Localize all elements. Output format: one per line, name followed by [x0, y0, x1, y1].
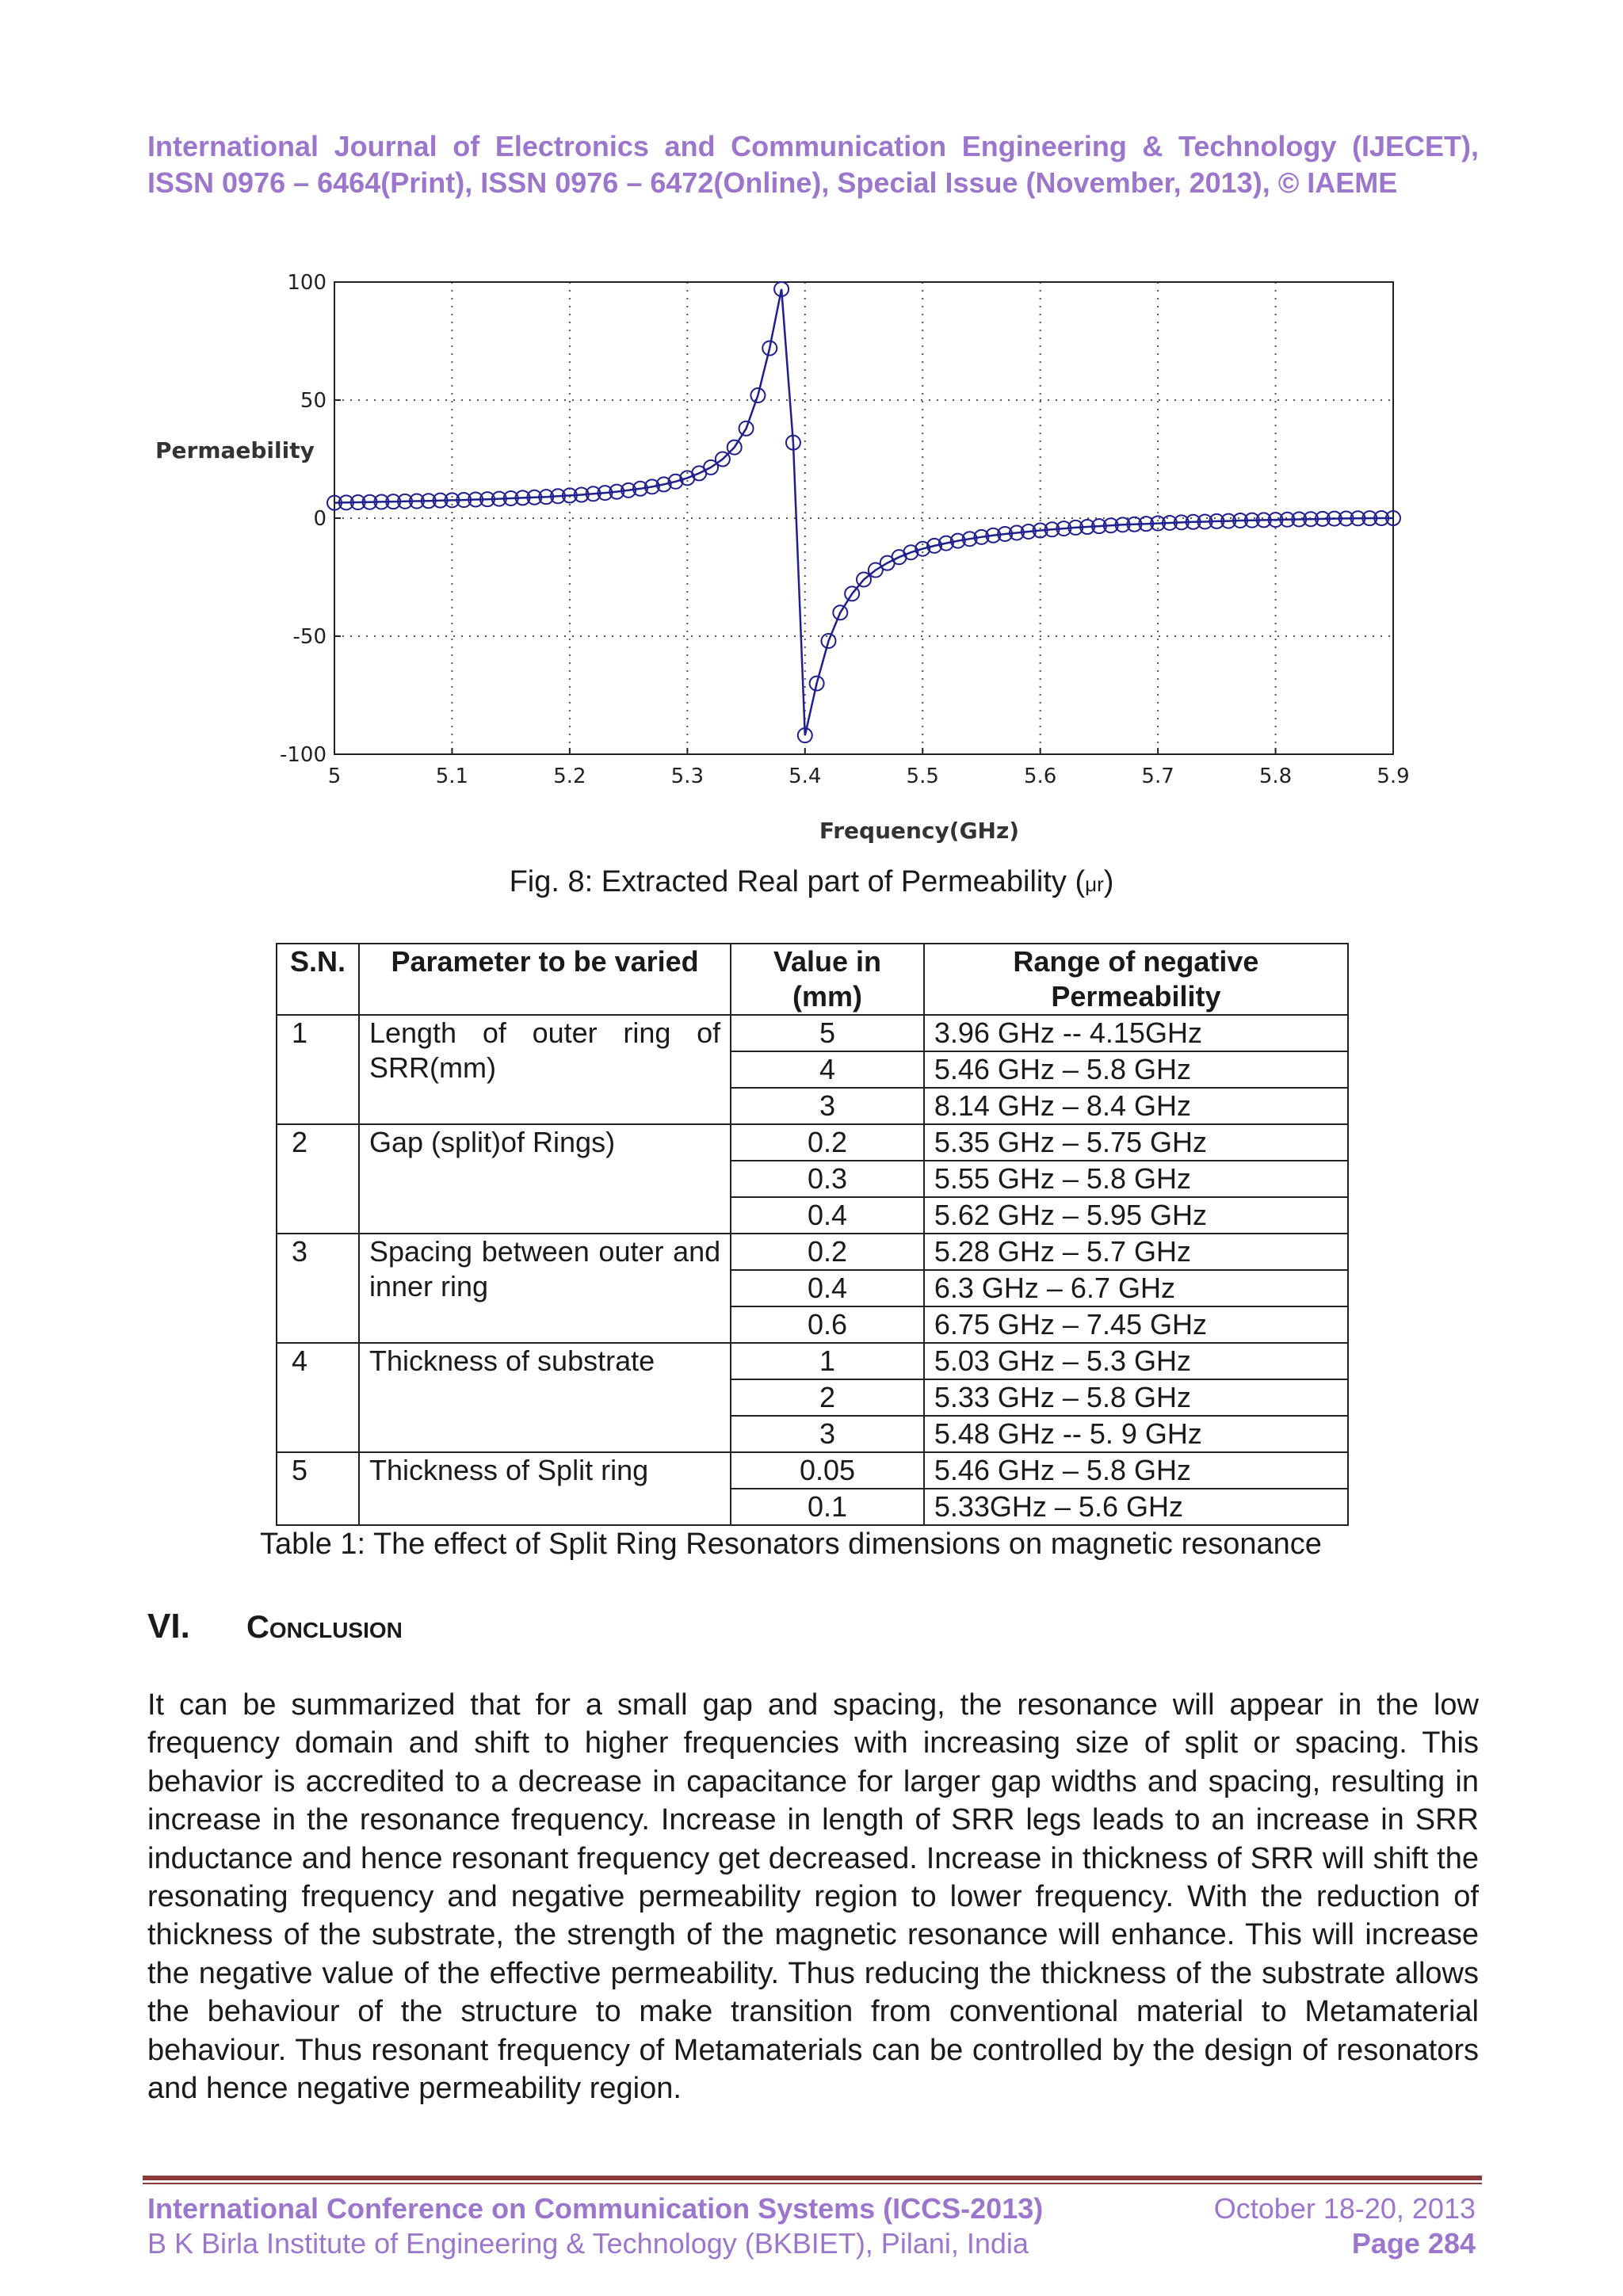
y-tick-label: 100: [287, 271, 327, 295]
table-cell-value: 0.3: [731, 1161, 924, 1197]
table-header-parameter: Parameter to be varied: [359, 944, 731, 1015]
section-title: Conclusion: [246, 1610, 403, 1645]
footer-institute: B K Birla Institute of Engineering & Technology (BKBIET), Pilani, India: [147, 2227, 1029, 2260]
footer-conference: International Conference on Communication Systems (ICCS-2013): [147, 2192, 1044, 2225]
figure-caption-mu: μr: [1085, 872, 1104, 896]
table-cell-range: 3.96 GHz -- 4.15GHz: [924, 1015, 1348, 1051]
table-cell-value: 0.4: [731, 1270, 924, 1306]
permeability-chart-svg: [143, 261, 1426, 864]
y-tick-label: 0: [313, 507, 327, 531]
section-heading: [147, 1607, 403, 1646]
footer-date: October 18-20, 2013: [1213, 2192, 1476, 2225]
table-cell-value: 3: [731, 1088, 924, 1124]
table-cell-value: 0.1: [731, 1489, 924, 1525]
x-tick-label: 5.5: [906, 765, 939, 788]
figure-caption-close: ): [1103, 865, 1114, 898]
table-cell-range: 5.33 GHz – 5.8 GHz: [924, 1379, 1348, 1416]
table-cell-sn: 1: [277, 1015, 359, 1124]
table-cell-value: 0.4: [731, 1197, 924, 1234]
footer-rule-thick: [143, 2176, 1482, 2180]
x-axis-label: Frequency(GHz): [819, 818, 1020, 844]
table-header-row: [277, 944, 1348, 1015]
table-cell-range: 5.46 GHz – 5.8 GHz: [924, 1051, 1348, 1088]
table-cell-sn: 4: [277, 1343, 359, 1452]
table-cell-value: 2: [731, 1379, 924, 1416]
table-cell-range: 5.55 GHz – 5.8 GHz: [924, 1161, 1348, 1197]
parameter-table: [276, 943, 1349, 1526]
x-tick-label: 5.7: [1141, 765, 1174, 788]
table-cell-range: 6.3 GHz – 6.7 GHz: [924, 1270, 1348, 1306]
x-tick-label: 5.2: [553, 765, 586, 788]
table-cell-sn: 5: [277, 1452, 359, 1525]
figure-caption-text: Fig. 8: Extracted Real part of Permeability (: [509, 865, 1086, 898]
table-header-sn: S.N.: [277, 944, 359, 1015]
table-cell-value: 5: [731, 1015, 924, 1051]
y-axis-label: Permaebility: [155, 437, 315, 463]
footer-rule-thin: [143, 2183, 1482, 2184]
table-cell-value: 0.05: [731, 1452, 924, 1489]
table-row: [277, 1234, 1348, 1270]
table-row: [277, 1124, 1348, 1161]
x-tick-label: 5.9: [1377, 765, 1410, 788]
table-cell-value: 4: [731, 1051, 924, 1088]
table-cell-range: 5.46 GHz – 5.8 GHz: [924, 1452, 1348, 1489]
table-cell-parameter: Thickness of substrate: [359, 1343, 731, 1452]
series-line: [334, 289, 1393, 735]
table-header-range: Range of negative Permeability: [924, 944, 1348, 1015]
journal-header-line2: ISSN 0976 – 6464(Print), ISSN 0976 – 6472(Online), Special Issue (November, 2013), © IAEME: [147, 166, 1398, 199]
table-cell-parameter: Length of outer ring of SRR(mm): [359, 1015, 731, 1124]
permeability-chart: [143, 261, 1426, 864]
table-row: [277, 1015, 1348, 1051]
x-tick-label: 5.1: [435, 765, 469, 788]
x-tick-label: 5.6: [1023, 765, 1057, 788]
table-cell-value: 0.2: [731, 1234, 924, 1270]
table-cell-range: 6.75 GHz – 7.45 GHz: [924, 1306, 1348, 1343]
table-cell-value: 0.6: [731, 1306, 924, 1343]
table-cell-parameter: Gap (split)of Rings): [359, 1124, 731, 1234]
table-cell-range: 5.33GHz – 5.6 GHz: [924, 1489, 1348, 1525]
table-cell-range: 5.28 GHz – 5.7 GHz: [924, 1234, 1348, 1270]
footer-right: [1214, 2191, 1476, 2261]
y-tick-label: -100: [279, 743, 327, 767]
x-tick-label: 5.8: [1258, 765, 1293, 788]
table-header-value: Value in (mm): [731, 944, 924, 1015]
table-cell-parameter: Spacing between outer and inner ring: [359, 1234, 731, 1343]
table-cell-sn: 2: [277, 1124, 359, 1234]
table-cell-range: 5.48 GHz -- 5. 9 GHz: [924, 1416, 1348, 1452]
section-number: VI.: [147, 1607, 190, 1646]
table-row: [277, 1343, 1348, 1379]
table-cell-value: 1: [731, 1343, 924, 1379]
x-tick-label: 5.4: [789, 765, 822, 788]
table-cell-parameter: Thickness of Split ring: [359, 1452, 731, 1525]
table-cell-sn: 3: [277, 1234, 359, 1343]
table-caption: Table 1: The effect of Split Ring Resonators dimensions on magnetic resonance: [260, 1527, 1322, 1561]
y-tick-label: 50: [300, 389, 327, 413]
footer-page-number: Page 284: [1351, 2227, 1476, 2260]
table-cell-range: 8.14 GHz – 8.4 GHz: [924, 1088, 1348, 1124]
x-tick-label: 5: [327, 765, 342, 788]
table-cell-range: 5.35 GHz – 5.75 GHz: [924, 1124, 1348, 1161]
journal-header-line1: International Journal of Electronics and Communication Engineering & Technology (IJECET),: [147, 130, 1479, 162]
y-tick-label: -50: [292, 625, 327, 649]
journal-header: [147, 128, 1479, 201]
x-tick-label: 5.3: [670, 765, 705, 788]
table-row: [277, 1452, 1348, 1489]
conclusion-paragraph: It can be summarized that for a small gap and spacing, the resonance will appear in the low frequency domain and shift to higher frequencies with increasing size of split or spacing. This behavior is accredited to a decrease in capacitance for larger gap widths and spacing, resulting in increase in the resonance frequency. Increase in length of SRR legs leads to an increase in SRR inductance and hence resonant frequency get decreased. Increase in thickness of SRR will shift the resonating frequency and negative permeability region to lower frequency. With the reduction of thickness of the substrate, the strength of the magnetic resonance will enhance. This will increase the negative value of the effective permeability. Thus reducing the thickness of the substrate allows the behaviour of the structure to make transition from conventional material to Metamaterial behaviour. Thus resonant frequency of Metamaterials can be controlled by the design of resonators and hence negative permeability region.: [147, 1688, 1479, 2106]
table-cell-value: 0.2: [731, 1124, 924, 1161]
footer-left: [147, 2191, 1043, 2261]
table-cell-range: 5.03 GHz – 5.3 GHz: [924, 1343, 1348, 1379]
figure-caption: [0, 865, 1623, 899]
table-cell-range: 5.62 GHz – 5.95 GHz: [924, 1197, 1348, 1234]
table-cell-value: 3: [731, 1416, 924, 1452]
